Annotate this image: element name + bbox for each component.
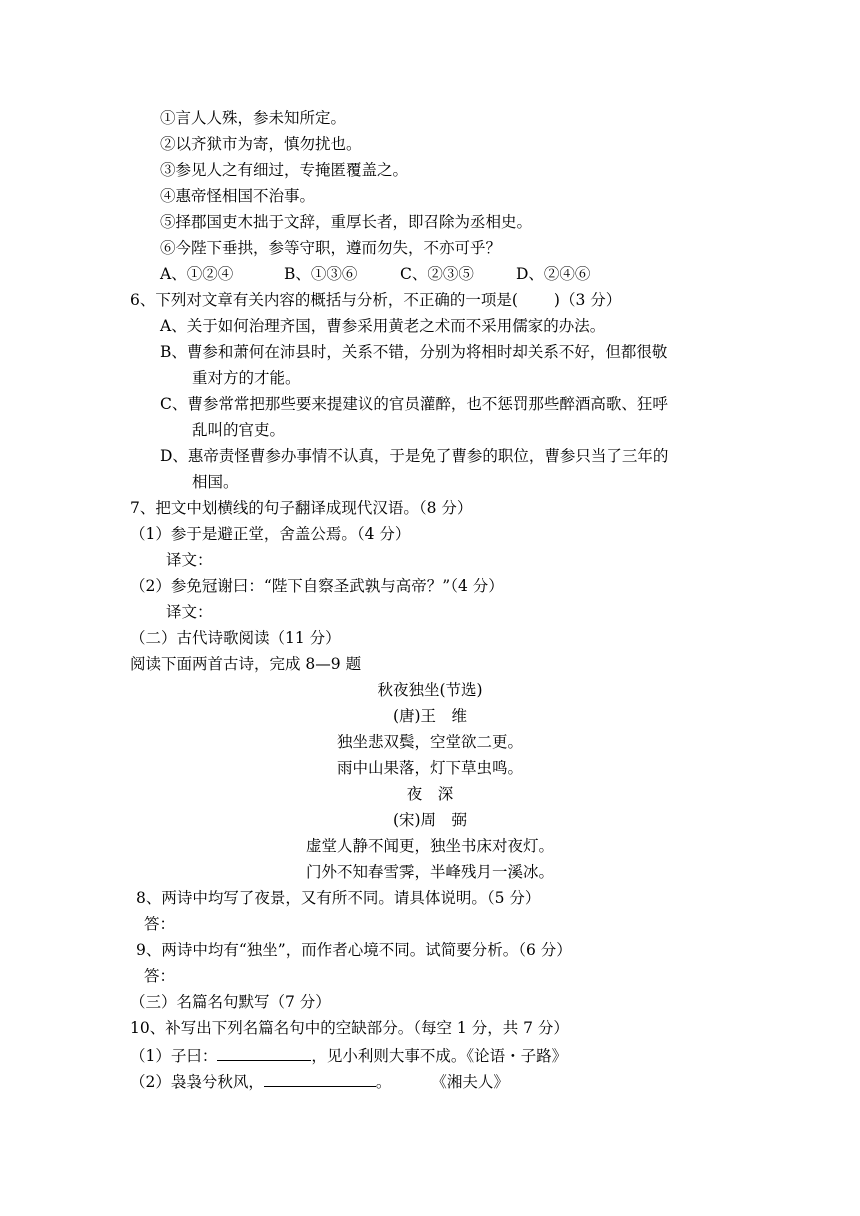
section3-heading: （三）名篇名句默写（7 分） bbox=[130, 993, 331, 1011]
q7-sentence-2: （2）参免冠谢曰：“陛下自察圣武孰与高帝？”（4 分） bbox=[130, 577, 504, 595]
option-item-6: ⑥今陛下垂拱，参等守职，遵而勿失，不亦可乎？ bbox=[160, 239, 502, 257]
q7-translation-1-label: 译文： bbox=[166, 551, 213, 569]
poem1-author: (唐)王 维 bbox=[392, 707, 468, 725]
q7-stem: 7、把文中划横线的句子翻译成现代汉语。（8 分） bbox=[130, 499, 473, 517]
q9-answer-label: 答： bbox=[144, 967, 176, 985]
q10-s2-source: 《湘夫人》 bbox=[431, 1073, 509, 1091]
q10-stem: 10、补写出下列名篇名句中的空缺部分。（每空 1 分，共 7 分） bbox=[130, 1019, 569, 1037]
choice-b: B、①③⑥ bbox=[284, 265, 358, 283]
q6-option-b-line2: 重对方的才能。 bbox=[192, 369, 301, 387]
q9-stem: 9、两诗中均有“独坐”，而作者心境不同。试简要分析。（6 分） bbox=[136, 941, 572, 959]
poem2-title: 夜 深 bbox=[406, 785, 454, 803]
section2-intro: 阅读下面两首古诗，完成 8—9 题 bbox=[130, 655, 362, 673]
q10-s1-blank[interactable] bbox=[217, 1044, 311, 1061]
q10-s2-prefix: （2）袅袅兮秋风， bbox=[130, 1073, 264, 1091]
option-item-3: ③参见人之有细过，专掩匿覆盖之。 bbox=[160, 161, 409, 179]
q10-s2-blank[interactable] bbox=[264, 1070, 376, 1087]
q10-sentence-1 bbox=[130, 1044, 567, 1066]
poem1-line1: 独坐悲双鬓，空堂欲二更。 bbox=[336, 733, 523, 751]
q6-option-b-line1: B、曹参和萧何在沛县时，关系不错，分别为将相时却关系不好，但都很敬 bbox=[160, 343, 668, 361]
q6-stem-a: 6、下列对文章有关内容的概括与分析，不正确的一项是( bbox=[130, 291, 518, 309]
poem2-author: (宋)周 弼 bbox=[392, 811, 468, 829]
poem1-title: 秋夜独坐(节选) bbox=[377, 681, 483, 699]
q10-s2-suffix: 。 bbox=[375, 1073, 392, 1091]
q6-option-c-line2: 乱叫的官吏。 bbox=[192, 421, 286, 439]
poem2-line1: 虚堂人静不闻更，独坐书床对夜灯。 bbox=[305, 837, 554, 855]
q6-option-d-line2: 相国。 bbox=[192, 473, 239, 491]
section2-heading: （二）古代诗歌阅读（11 分） bbox=[130, 629, 341, 647]
q6-option-c-line1: C、曹参常常把那些要来提建议的官员灌醉，也不惩罚那些醉酒高歌、狂呼 bbox=[160, 395, 668, 413]
q6-option-d-line1: D、惠帝责怪曹参办事情不认真，于是免了曹参的职位，曹参只当了三年的 bbox=[160, 447, 669, 465]
option-item-4: ④惠帝怪相国不治事。 bbox=[160, 187, 316, 205]
q6-stem bbox=[130, 290, 621, 310]
q7-sentence-1: （1）参于是避正堂，舍盖公焉。（4 分） bbox=[130, 525, 411, 543]
choice-d: D、②④⑥ bbox=[516, 265, 591, 283]
choice-a: A、①②④ bbox=[160, 265, 234, 283]
option-item-5: ⑤择郡国吏木拙于文辞，重厚长者，即召除为丞相史。 bbox=[160, 213, 533, 231]
q7-translation-2-label: 译文： bbox=[166, 603, 213, 621]
q8-answer-label: 答： bbox=[144, 915, 176, 933]
q6-option-a: A、关于如何治理齐国，曹参采用黄老之术而不采用儒家的办法。 bbox=[160, 317, 606, 335]
q10-sentence-2 bbox=[130, 1070, 509, 1092]
option-item-1: ①言人人殊，参未知所定。 bbox=[160, 109, 347, 127]
choice-c: C、②③⑤ bbox=[400, 265, 474, 283]
q10-s1-prefix: （1）子曰： bbox=[130, 1047, 218, 1065]
q8-stem: 8、两诗中均写了夜景，又有所不同。请具体说明。（5 分） bbox=[136, 889, 541, 907]
option-item-2: ②以齐狱市为寄，慎勿扰也。 bbox=[160, 135, 362, 153]
q6-stem-b: )（3 分） bbox=[553, 291, 622, 309]
poem2-line2: 门外不知春雪霁，半峰残月一溪冰。 bbox=[305, 863, 554, 881]
poem1-line2: 雨中山果落，灯下草虫鸣。 bbox=[336, 759, 523, 777]
q10-s1-suffix: ，见小利则大事不成。《论语・子路》 bbox=[311, 1047, 568, 1065]
